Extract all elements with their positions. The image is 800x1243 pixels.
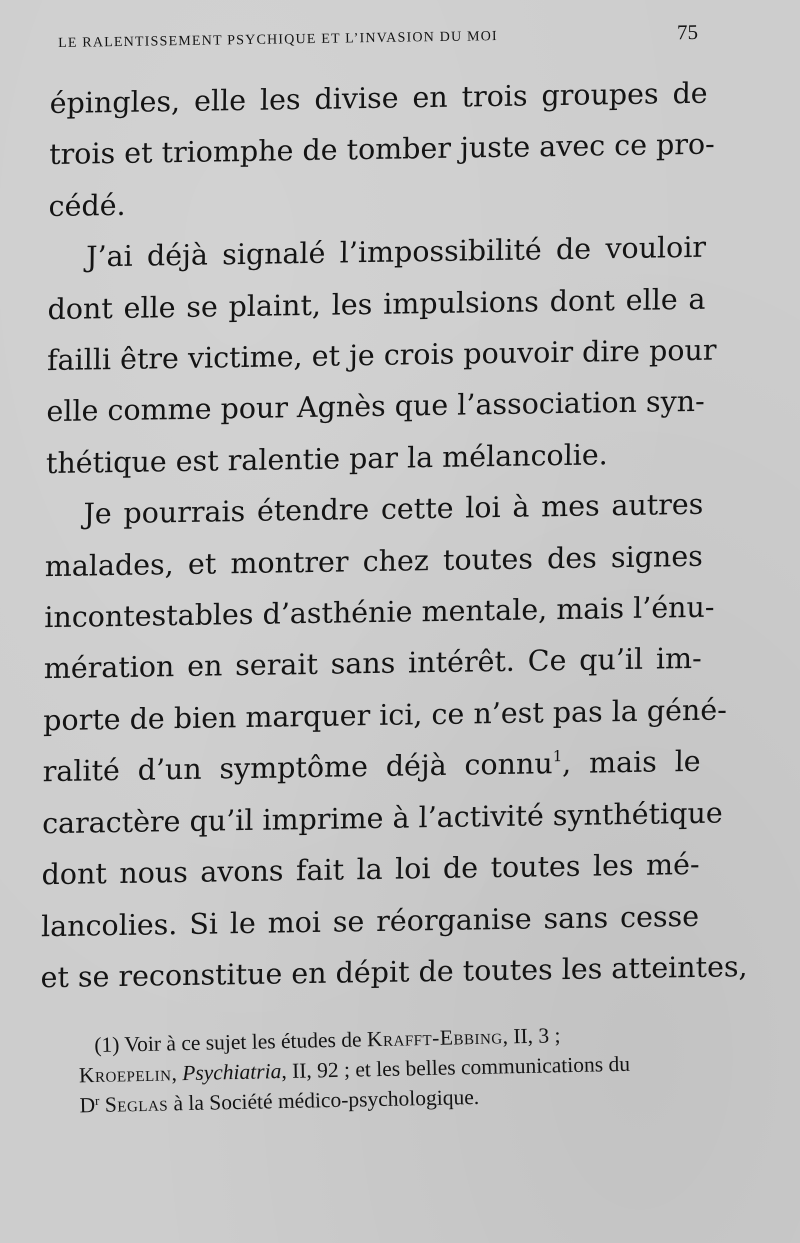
- text-segment: ralité d’un symptôme déjà connu: [42, 747, 553, 789]
- footnote-title-sup: r: [94, 1092, 100, 1108]
- text-line: mération en serait sans intérêt. Ce qu’il im-: [43, 642, 702, 686]
- text-line: incontestables d’asthénie mentale, mais l’énu-: [44, 590, 715, 635]
- text-line: trois et triomphe de tomber juste avec ce pro-: [49, 127, 715, 172]
- footnote-marker: (1): [94, 1032, 120, 1057]
- footnote-text: Voir à ce sujet les études de: [124, 1027, 362, 1057]
- footnote-work-title: Psychiatria: [181, 1059, 282, 1086]
- body-text: [40, 68, 748, 1004]
- text-line: épingles, elle les divise en trois groupes de: [49, 76, 708, 121]
- footnote-text: ,: [171, 1061, 178, 1086]
- footnote-author: Seglas: [104, 1091, 169, 1117]
- text-line: J’ai déjà signalé l’impossibilité de vouloir: [85, 230, 707, 274]
- running-head: [58, 19, 699, 52]
- text-line: dont nous avons fait la loi de toutes les mé-: [41, 847, 700, 892]
- footnote-text: , II, 3 ;: [502, 1023, 561, 1049]
- page-number: 75: [676, 19, 699, 45]
- text-line: caractère qu’il imprime à l’activité synthétique: [42, 796, 723, 840]
- footnote-reference: 1: [552, 747, 563, 766]
- footnote-author: Kroepelin: [78, 1061, 172, 1088]
- text-line: malades, et montrer chez toutes des signes: [44, 539, 703, 583]
- text-line: cédé.: [48, 188, 126, 223]
- running-title: LE RALENTISSEMENT PSYCHIQUE ET L’INVASION DU MOI: [58, 29, 498, 51]
- text-line: failli être victime, et je crois pouvoir dire pour: [46, 333, 717, 378]
- footnote-author: Krafft-Ebbing: [366, 1024, 503, 1052]
- footnote: [78, 1016, 746, 1120]
- text-line: elle comme pour Agnès que l’association syn-: [46, 385, 705, 429]
- footnote-text: à la Société médico-psychologique.: [173, 1084, 480, 1116]
- text-line: porte de bien marquer ici, ce n’est pas la géné-: [43, 693, 728, 738]
- text-line: et se reconstitue en dépit de toutes les atteintes,: [40, 950, 748, 995]
- text-line: dont elle se plaint, les impulsions dont elle a: [47, 282, 706, 326]
- footnote-title: D: [79, 1092, 96, 1118]
- footnote-text: , II, 92 ; et les belles communications du: [281, 1051, 631, 1084]
- text-line: Je pourrais étendre cette loi à mes autres: [83, 488, 704, 531]
- text-line: thétique est ralentie par la mélancolie.: [45, 438, 609, 480]
- text-segment: , mais le: [562, 745, 701, 781]
- text-line: lancolies. Si le moi se réorganise sans cesse: [40, 899, 700, 943]
